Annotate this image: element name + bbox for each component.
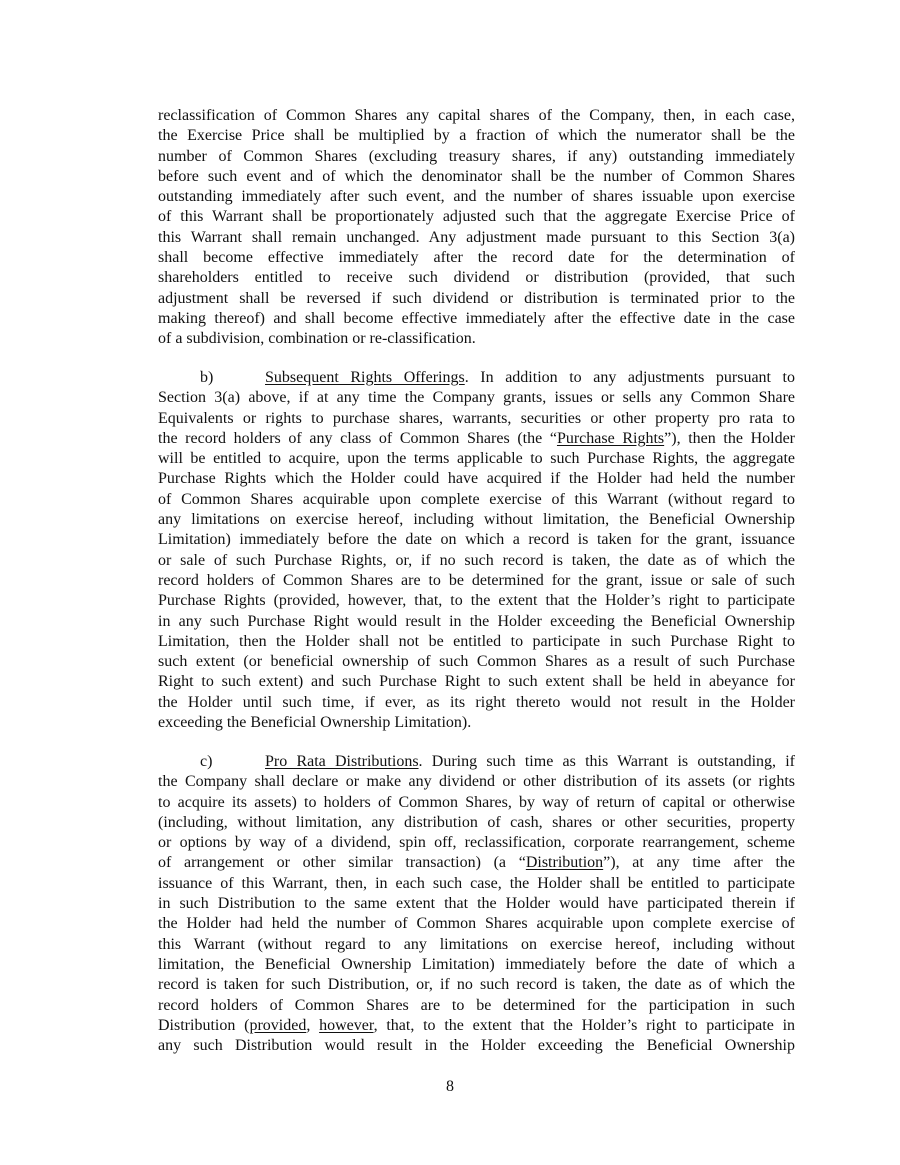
paragraph-section-3a-continuation — [158, 106, 795, 350]
text-segment: ”), at any time after the — [603, 854, 795, 872]
section-label: b) — [200, 369, 214, 386]
text-line — [158, 1016, 795, 1036]
defined-term: Purchase Rights — [556, 429, 665, 447]
paragraph-pro-rata-distributions — [158, 752, 795, 1056]
text-segment: . During such time as this Warrant is outstanding, if — [418, 753, 795, 770]
text-line: making thereof) and shall become effective immediately after the effective date in the case — [158, 309, 795, 327]
text-line: (including, without limitation, any distribution of cash, shares or other securities, property — [158, 813, 795, 831]
text-line: or options by way of a dividend, spin off, reclassification, corporate rearrangement, scheme — [158, 834, 795, 852]
text-line: such extent (or beneficial ownership of such Common Shares as a result of such Purchase — [158, 653, 795, 671]
text-line: any limitations on exercise hereof, including without limitation, the Beneficial Ownership — [158, 511, 795, 529]
text-segment: the record holders of any class of Common Shares (the “ — [158, 429, 557, 447]
defined-term: Distribution — [525, 854, 604, 872]
text-line: Limitation) immediately before the date on which a record is taken for the grant, issuance — [158, 531, 795, 549]
paragraph-subsequent-rights-offerings — [158, 368, 795, 733]
text-line: limitation, the Beneficial Ownership Limitation) immediately before the date of which a — [158, 955, 795, 973]
text-line: any such Distribution would result in the Holder exceeding the Beneficial Ownership — [158, 1037, 795, 1055]
text-line: exceeding the Beneficial Ownership Limitation). — [158, 714, 472, 732]
text-line: Limitation, then the Holder shall not be entitled to participate in such Purchase Right to — [158, 632, 795, 650]
text-line: number of Common Shares (excluding treasury shares, if any) outstanding immediately — [158, 147, 795, 165]
text-segment: ”), then the Holder — [664, 429, 795, 447]
text-line: of a subdivision, combination or re-classification. — [158, 330, 476, 348]
text-segment: , — [306, 1016, 320, 1034]
text-line: will be entitled to acquire, upon the terms applicable to such Purchase Rights, the aggregate — [158, 450, 795, 468]
text-line: in such Distribution to the same extent that the Holder would have participated therein if — [158, 895, 795, 913]
text-line — [158, 368, 795, 388]
text-segment: of arrangement or other similar transaction) (a “ — [158, 854, 526, 872]
text-line: to acquire its assets) to holders of Common Shares, by way of return of capital or otherwise — [158, 793, 795, 811]
text-line: shareholders entitled to receive such dividend or distribution (provided, that such — [158, 269, 795, 287]
defined-term: however — [319, 1016, 374, 1034]
text-line: issuance of this Warrant, then, in each such case, the Holder shall be entitled to participate — [158, 874, 795, 892]
text-line: record holders of Common Shares are to be determined for the participation in such — [158, 996, 795, 1014]
text-line: Equivalents or rights to purchase shares, warrants, securities or other property pro rata to — [158, 409, 795, 427]
text-line: the Holder until such time, if ever, as its right thereto would not result in the Holder — [158, 693, 795, 711]
text-line: the Exercise Price shall be multiplied by a fraction of which the numerator shall be the — [158, 127, 795, 145]
text-line: Purchase Rights which the Holder could have acquired if the Holder had held the number — [158, 470, 795, 488]
text-segment: Distribution ( — [158, 1016, 250, 1034]
text-line: of Common Shares acquirable upon complete exercise of this Warrant (without regard to — [158, 490, 795, 508]
text-line: shall become effective immediately after the record date for the determination of — [158, 249, 795, 267]
text-line — [158, 429, 795, 449]
text-line: the Holder had held the number of Common Shares acquirable upon complete exercise of — [158, 915, 795, 933]
text-segment: . In addition to any adjustments pursuant to — [464, 369, 795, 386]
defined-term: Subsequent Rights Offerings — [265, 369, 465, 386]
text-line: Right to such extent) and such Purchase Right to such extent shall be held in abeyance for — [158, 673, 795, 691]
text-line: this Warrant (without regard to any limitations on exercise hereof, including without — [158, 935, 795, 953]
text-line: record holders of Common Shares are to be determined for the grant, issue or sale of such — [158, 571, 795, 589]
text-line: reclassification of Common Shares any capital shares of the Company, then, in each case, — [158, 107, 795, 124]
text-line: or sale of such Purchase Rights, or, if no such record is taken, the date as of which the — [158, 551, 795, 569]
text-line: before such event and of which the denominator shall be the number of Common Shares — [158, 167, 795, 185]
text-segment: , that, to the extent that the Holder’s right to participate in — [373, 1016, 795, 1034]
text-line: this Warrant shall remain unchanged. Any adjustment made pursuant to this Section 3(a) — [158, 228, 795, 246]
defined-term: provided — [249, 1016, 307, 1034]
text-line — [158, 752, 795, 772]
text-line: in any such Purchase Right would result in the Holder exceeding the Beneficial Ownership — [158, 612, 795, 630]
page-number: 8 — [446, 1078, 454, 1095]
text-line: Section 3(a) above, if at any time the Company grants, issues or sells any Common Share — [158, 389, 795, 407]
text-line: the Company shall declare or make any dividend or other distribution of its assets (or rights — [158, 773, 795, 791]
text-line — [158, 853, 795, 873]
text-line: of this Warrant shall be proportionately adjusted such that the aggregate Exercise Price of — [158, 208, 795, 226]
text-line: outstanding immediately after such event, and the number of shares issuable upon exercise — [158, 188, 795, 206]
text-line: adjustment shall be reversed if such dividend or distribution is terminated prior to the — [158, 289, 795, 307]
section-label: c) — [200, 753, 213, 770]
defined-term: Pro Rata Distributions — [265, 753, 419, 770]
text-line: Purchase Rights (provided, however, that, to the extent that the Holder’s right to participate — [158, 592, 795, 610]
text-line: record is taken for such Distribution, or, if no such record is taken, the date as of which the — [158, 976, 795, 994]
